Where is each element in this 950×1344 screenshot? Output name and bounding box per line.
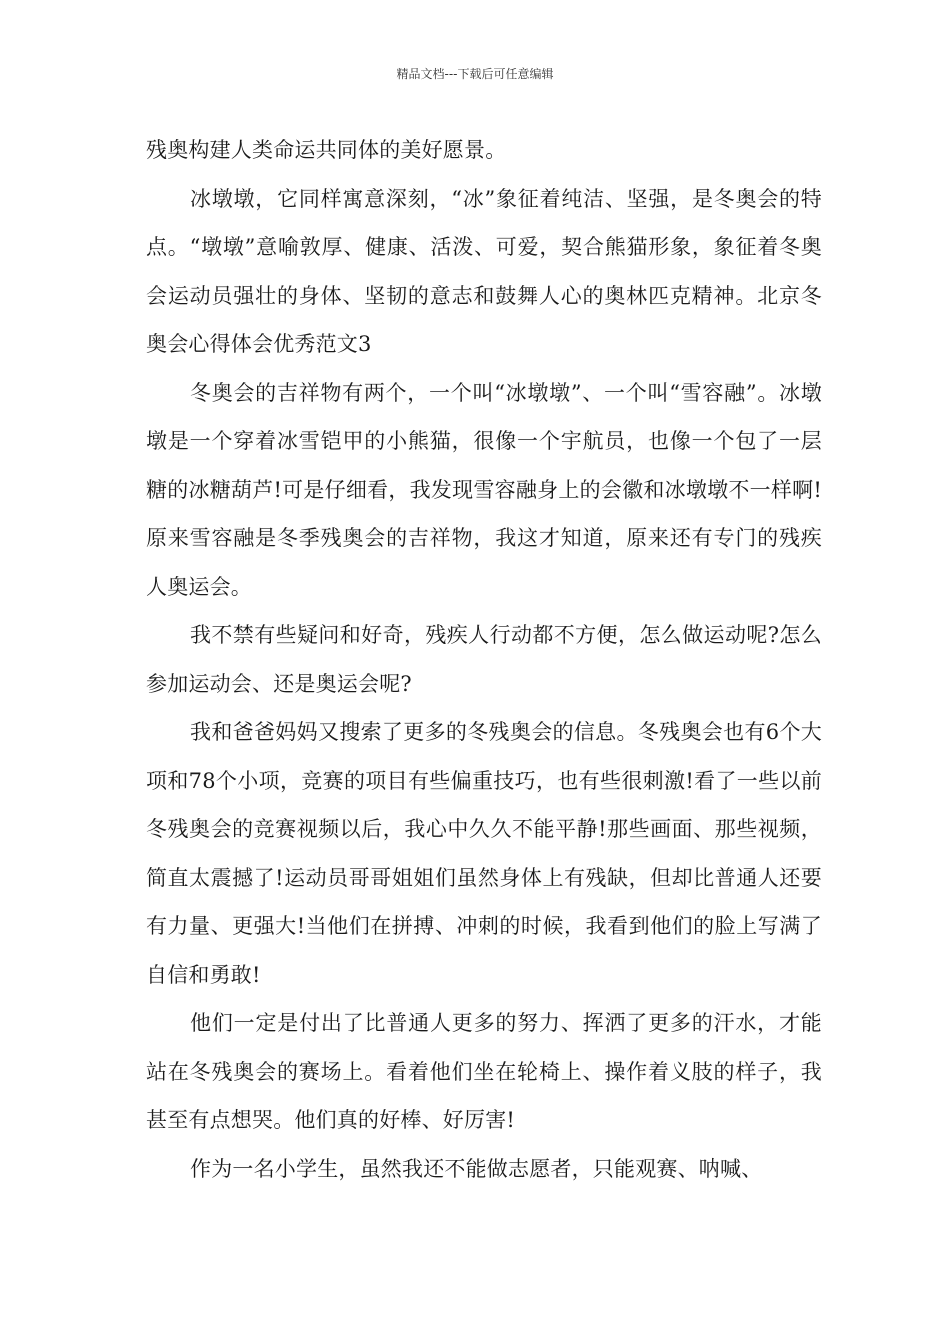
paragraph-7: 作为一名小学生，虽然我还不能做志愿者，只能观赛、呐喊、 <box>190 1156 763 1181</box>
page-header: 精品文档---下载后可任意编辑 <box>396 67 554 81</box>
paragraph-2: 冰墩墩，它同样寓意深刻，“冰”象征着纯洁、坚强，是冬奥会的特点。“墩墩”意喻敦厚、健康、活泼、可爱，契合熊猫形象，象征着冬奥会运动员强壮的身体、坚韧的意志和鼓舞人心的奥林匹克精神。北京冬奥会心得体会优秀范文3 <box>146 186 822 356</box>
document-body <box>146 126 822 1193</box>
paragraph-5: 我和爸爸妈妈又搜索了更多的冬残奥会的信息。冬残奥会也有6个大项和78个小项，竞赛的项目有些偏重技巧，也有些很刺激!看了一些以前冬残奥会的竞赛视频以后，我心中久久不能平静!那些画面、那些视频，简直太震撼了!运动员哥哥姐姐们虽然身体上有残缺，但却比普通人还要有力量、更强大!当他们在拼搏、冲刺的时候，我看到他们的脸上写满了自信和勇敢! <box>146 720 822 987</box>
paragraph-1: 残奥构建人类命运共同体的美好愿景。 <box>146 138 507 162</box>
paragraph-3: 冬奥会的吉祥物有两个，一个叫“冰墩墩”、一个叫“雪容融”。冰墩墩是一个穿着冰雪铠甲的小熊猫，很像一个宇航员，也像一个包了一层糖的冰糖葫芦!可是仔细看，我发现雪容融身上的会徽和冰墩墩不一样啊!原来雪容融是冬季残奥会的吉祥物，我这才知道，原来还有专门的残疾人奥运会。 <box>146 380 822 599</box>
paragraph-4: 我不禁有些疑问和好奇，残疾人行动都不方便，怎么做运动呢?怎么参加运动会、还是奥运会呢? <box>146 623 822 696</box>
paragraph-6: 他们一定是付出了比普通人更多的努力、挥洒了更多的汗水，才能站在冬残奥会的赛场上。看着他们坐在轮椅上、操作着义肢的样子，我甚至有点想哭。他们真的好棒、好厉害! <box>146 1011 822 1132</box>
